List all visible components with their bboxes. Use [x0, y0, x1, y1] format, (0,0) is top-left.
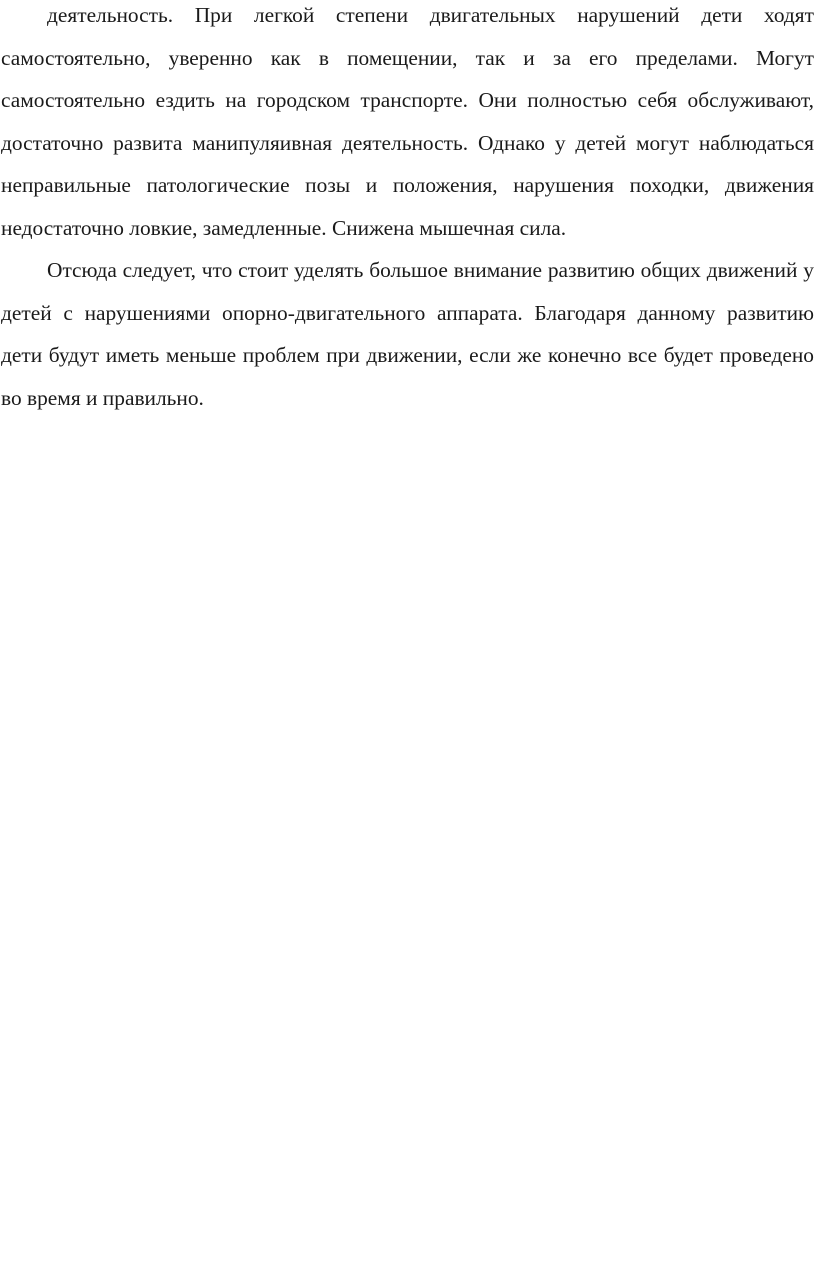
paragraph-2: Отсюда следует, что стоит уделять большое внимание развитию общих движений у детей с нарушениями опорно-двигательного аппарата. Благодаря данному развитию дети будут иметь меньше проблем при движении, если же конечно все будет проведено во время и правильно. — [1, 258, 814, 410]
paragraph-1: деятельность. При легкой степени двигательных нарушений дети ходят самостоятельно, уверенно как в помещении, так и за его пределами. Могут самостоятельно ездить на городском транспорте. Они полностью себя обслуживают, достаточно развита манипуляивная деятельность. Однако у детей могут наблюдаться неправильные патологические позы и положения, нарушения походки, движения недостаточно ловкие, замедленные. Снижена мышечная сила. — [1, 3, 814, 240]
body-text — [1, 0, 814, 419]
